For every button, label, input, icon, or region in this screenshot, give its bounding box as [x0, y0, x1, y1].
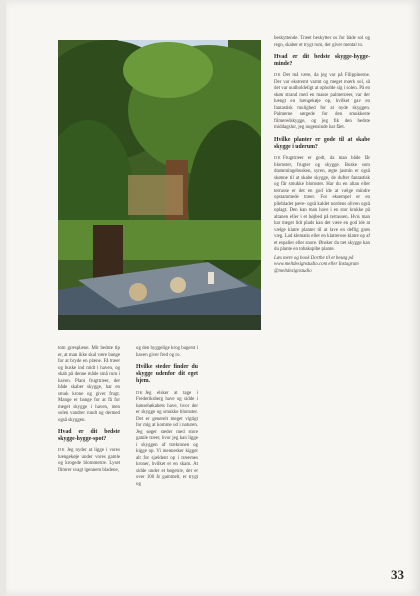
question-heading: Hvilke planter er gode til at skabe skygge i uderum?: [274, 136, 370, 151]
answer-text: Jeg elsker at tage i Frederiksberg have og sidde i hønsehøkabets have, hvor der er skygge og smukke blomster. Det er generelt meget vigtigt for mig at komme ud i naturen. Jeg søger steder med store gamle træer, hvor jeg kan ligge i skyggen af trækronen og kigge op. Vi mennesker kigger alt for sjældent op i træernes kroner, hvilket er en skam. At sidde under et bøgetræ, der er over 100 år gammelt, er trygt og: [136, 390, 198, 487]
answer-paragraph: [58, 447, 120, 474]
answer-paragraph: [274, 72, 370, 132]
answer-text: Frugttræer er godt, da man både får blomster, frugter og skygge. Buske som drømmingebusken, syren, ægte jasmin er også skønne til at skabe skygge, de dufter fantastisk og får smukke blomster. Har du en altan eller terrasse er det en god ide at vælge mindre opstammede træer. For eksempel er en pilebladet pære- også kaldet nordens oliven også oplagt. Den kan man have i en stor krukke på altanen eller i et højbed på terrassen. Hvis man har meget lidt plads kan det være en god ide at vælge klatre planter til at lave en deflig grøn væg. Lad klematis eller en klatrerose klatre op af et espalier eller snore. Ønsker du tæt skygge kan du plante en tobakspibe plante.: [274, 156, 370, 253]
question-heading: Hvad er dit bedste skygge-hygge-spot?: [58, 429, 120, 443]
garden-photo: [58, 40, 261, 330]
question-heading: Hvad er dit bedste skygge-hygge-minde?: [274, 54, 370, 68]
language-tag: DK: [136, 389, 143, 395]
answer-paragraph: [274, 155, 370, 254]
magazine-page: [6, 0, 420, 596]
page-number: 33: [391, 567, 404, 582]
text-column-2: [136, 346, 198, 490]
language-tag: DK: [274, 72, 281, 78]
language-tag: DK: [274, 155, 281, 161]
answer-text: Jeg nyder at ligge i vores hængekøje under vores gamle og krogede blommetræ. Lyset flimrer svagt igennem bladene,: [58, 448, 120, 473]
credit-note: Læs mere og book Dorthe til et besøg på www.meltdesignstudio.com eller Instagram @meltdesignstudio: [274, 255, 359, 274]
paragraph: beskyttende. Træet beskytter os for både sol og regn, skaber et trygt rum, der giver mental ro.: [274, 36, 370, 48]
text-column-1: [58, 346, 120, 476]
text-column-3: [274, 36, 370, 277]
language-tag: DK: [58, 447, 65, 453]
answer-paragraph: [136, 390, 198, 489]
answer-text: Det må være, da jeg var på Filippinerne. Der var ekstremt varmt og meget mærk sol, så det var uudholdeligt at opholde sig i solen. På en skøn strand med en masse palmetræer, var der hængt en hængekøje op, hvilket gav en fantastisk mulighed for at nyde skyggen. Palmerne sørgede for den smukkeste filmeredskygge, og jeg fik den bedste middagslur, jeg nogensinde har fået.: [274, 73, 370, 131]
garden-photo-image: [58, 40, 261, 330]
paragraph: og den hyggelige krog bagerst i haven giver fred og ro.: [136, 346, 198, 358]
paragraph: tom græsplæne. Mit bedste tip er, at man ikke skal være bange for at bryde en plæne. Få træer og buske ind midt i haven, og skab på denne måde små rum i haven. Plant frugttræer, der både skaber skygge, har en smuk krone og giver frugt. Mange er bange for at få for meget skygge i haven, men solen vandrer rundt og dermed også skyggen.: [58, 346, 120, 423]
question-heading: Hvilke steder finder du skygge udenfor dit eget hjem.: [136, 364, 198, 385]
